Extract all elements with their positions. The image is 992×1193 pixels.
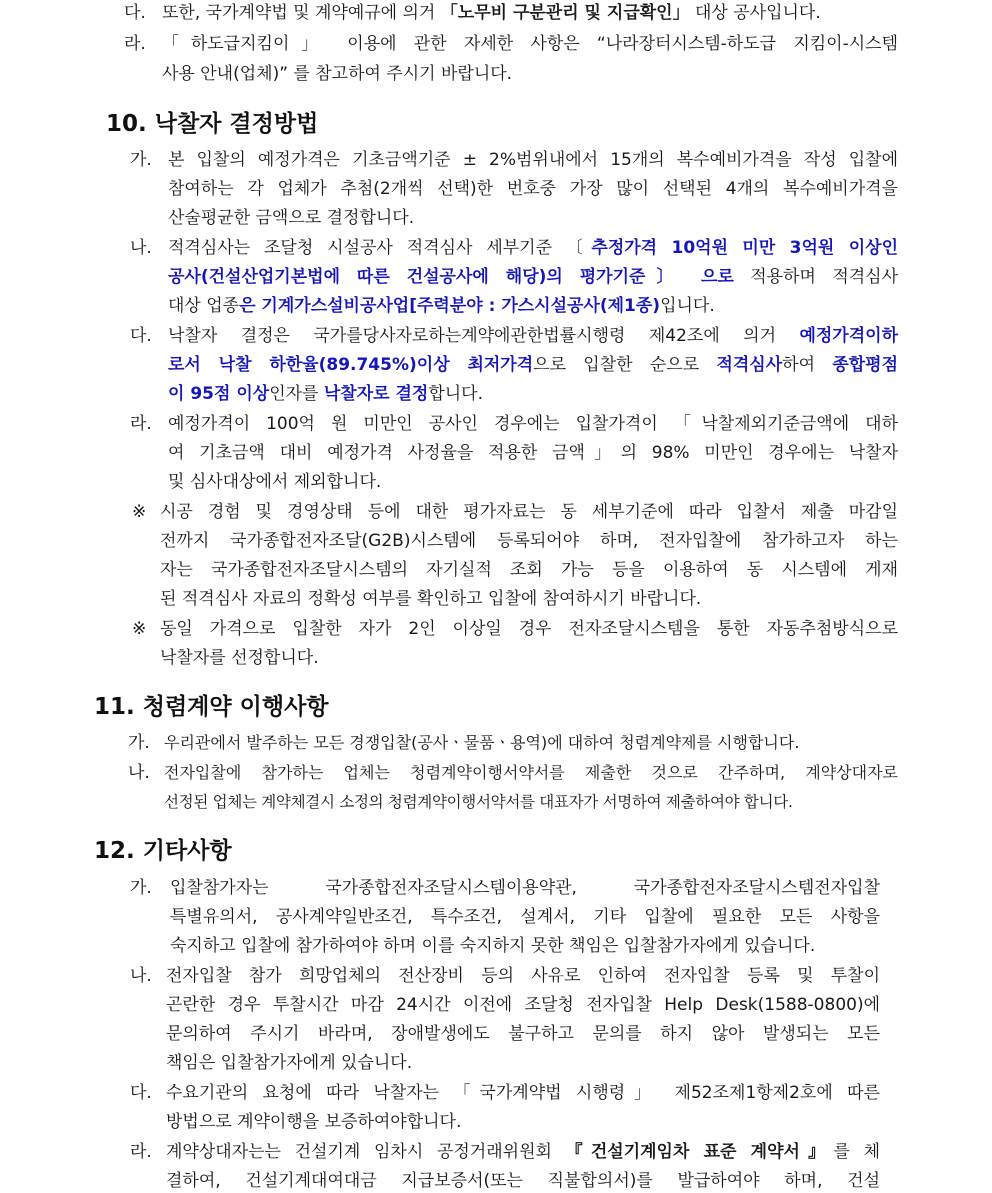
paragraph-line: 숙지하고 입찰에 참가하여야 하며 이를 숙지하지 못한 책임은 입찰참가자에게 있습니다.	[170, 936, 816, 956]
item-marker: 나.	[130, 966, 152, 986]
paragraph-line: 방법으로 계약이행을 보증하여야합니다.	[166, 1112, 462, 1132]
paragraph-line: 참여하는 각 업체가 추첨(2개씩 선택)한 번호중 가장 많이 선택된 4개의 복수예비가격을	[168, 179, 898, 199]
paragraph-line: 된 적격심사 자료의 정확성 여부를 확인하고 입찰에 참여하시기 바랍니다.	[160, 589, 702, 609]
paragraph-line: 본 입찰의 예정가격은 기초금액기준 ± 2%범위내에서 15개의 복수예비가격을 작성 입찰에	[168, 150, 898, 170]
paragraph-line: 여 기초금액 대비 예정가격 사정율을 적용한 금액」의 98% 미만인 경우에는 낙찰자	[168, 443, 898, 463]
item-marker: 라.	[124, 34, 146, 54]
paragraph-line: 자는 국가종합전자조달시스템의 자기실적 조회 가능 등을 이용하여 동 시스템에 게재	[160, 560, 898, 580]
paragraph-line: 책임은 입찰참가자에게 있습니다.	[166, 1053, 413, 1073]
section-heading: 12. 기타사항	[94, 838, 232, 864]
paragraph-line: 우리관에서 발주하는 모든 경쟁입찰(공사ㆍ물품ㆍ용역)에 대하여 청렴계약제를 시행합니다.	[164, 733, 800, 752]
paragraph-line: 이 95점 이상인자를 낙찰자로 결정합니다.	[168, 384, 483, 404]
paragraph-line: 「하도급지킴이」 이용에 관한 자세한 사항은 “나라장터시스템-하도급 지킴이-시스템	[162, 34, 898, 54]
paragraph-line: 낙찰자를 선정합니다.	[160, 648, 319, 668]
paragraph-line: 문의하여 주시기 바라며, 장애발생에도 불구하고 문의를 하지 않아 발생되는 모든	[166, 1024, 880, 1044]
paragraph-line: 시공 경험 및 경영상태 등에 대한 평가자료는 동 세부기준에 따라 입찰서 제출 마감일	[160, 502, 898, 522]
item-marker: 다.	[130, 1083, 152, 1103]
paragraph-line: 또한, 국가계약법 및 계약예규에 의거 「노무비 구분관리 및 지급확인」 대상 공사입니다.	[162, 3, 821, 23]
paragraph-line: 특별유의서, 공사계약일반조건, 특수조건, 설계서, 기타 입찰에 필요한 모든 사항을	[170, 907, 880, 927]
item-marker: 다.	[124, 3, 146, 23]
paragraph-line: 대상 업종은 기계가스설비공사업[주력분야 : 가스시설공사(제1종)입니다.	[168, 296, 715, 316]
section-heading: 11. 청렴계약 이행사항	[94, 694, 329, 720]
paragraph-line: 전자입찰 참가 희망업체의 전산장비 등의 사유로 인하여 전자입찰 등록 및 투찰이	[166, 966, 880, 986]
paragraph-line: 낙찰자 결정은 국가를당사자로하는계약에관한법률시행령 제42조에 의거 예정가격이하	[168, 326, 898, 346]
paragraph-line: 수요기관의 요청에 따라 낙찰자는 「국가계약법 시행령」 제52조제1항제2호에 따른	[166, 1083, 880, 1103]
paragraph-line: 입찰참가자는 국가종합전자조달시스템이용약관, 국가종합전자조달시스템전자입찰	[170, 878, 880, 898]
item-marker: 나.	[130, 238, 152, 258]
item-marker: 가.	[128, 733, 150, 753]
paragraph-line: 결하여, 건설기계대여대금 지급보증서(또는 직불합의서)를 발급하여야 하며, 건설	[166, 1171, 880, 1191]
section-heading: 10. 낙찰자 결정방법	[106, 111, 319, 137]
paragraph-line: 계약상대자는는 건설기계 임차시 공정거래위원회 『건설기계임차 표준 계약서』를 체	[166, 1142, 880, 1162]
item-marker: 다.	[130, 326, 152, 346]
note-marker: ※	[132, 619, 147, 639]
paragraph-line: 동일 가격으로 입찰한 자가 2인 이상일 경우 전자조달시스템을 통한 자동추첨방식으로	[160, 619, 898, 639]
paragraph-line: 공사(건설산업기본법에 따른 건설공사에 해당)의 평가기준〕 으로 적용하며 적격심사	[168, 267, 899, 287]
item-marker: 라.	[130, 414, 152, 434]
paragraph-line: 예정가격이 100억 원 미만인 공사인 경우에는 입찰가격이 「낙찰제외기준금액에 대하	[168, 414, 898, 434]
note-marker: ※	[132, 502, 147, 522]
paragraph-line: 적격심사는 조달청 시설공사 적격심사 세부기준 〔추정가격 10억원 미만 3억원 이상인	[168, 238, 898, 258]
item-marker: 나.	[128, 763, 150, 783]
paragraph-line: 사용 안내(업체)” 를 참고하여 주시기 바랍니다.	[162, 64, 513, 84]
paragraph-line: 전자입찰에 참가하는 업체는 청렴계약이행서약서를 제출한 것으로 간주하며, 계약상대자로	[164, 763, 898, 782]
paragraph-line: 전까지 국가종합전자조달(G2B)시스템에 등록되어야 하며, 전자입찰에 참가하고자 하는	[160, 531, 898, 551]
paragraph-line: 선정된 업체는 계약체결시 소정의 청렴계약이행서약서를 대표자가 서명하여 제출하여야 합니다.	[164, 793, 793, 811]
item-marker: 가.	[130, 878, 152, 898]
item-marker: 라.	[130, 1142, 152, 1162]
paragraph-line: 및 심사대상에서 제외합니다.	[168, 472, 382, 492]
paragraph-line: 곤란한 경우 투찰시간 마감 24시간 이전에 조달청 전자입찰 Help Desk(1588-0800)에	[166, 995, 880, 1015]
paragraph-line: 로서 낙찰 하한율(89.745%)이상 최저가격으로 입찰한 순으로 적격심사하여 종합평점	[168, 355, 899, 375]
paragraph-line: 산술평균한 금액으로 결정합니다.	[168, 208, 415, 228]
item-marker: 가.	[130, 150, 152, 170]
